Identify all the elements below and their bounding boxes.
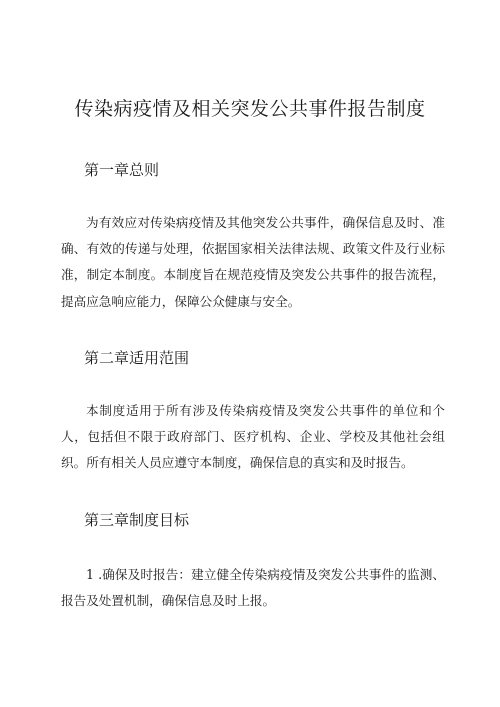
chapter-2-paragraph: 本制度适用于所有涉及传染病疫情及突发公共事件的单位和个人，包括但不限于政府部门、医疗机构、企业、学校及其他社会组织。所有相关人员应遵守本制度，确保信息的真实和及时报告。 [61,403,445,471]
document-title: 传染病疫情及相关突发公共事件报告制度 [74,98,426,120]
chapter-1-paragraph: 为有效应对传染病疫情及其他突发公共事件，确保信息及时、准确、有效的传递与处理，依据国家相关法律法规、政策文件及行业标准，制定本制度。本制度旨在规范疫情及突发公共事件的报告流程，提高应急响应能力，保障公众健康与安全。 [61,215,445,309]
chapter-2-heading: 第二章适用范围 [84,349,190,367]
chapter-3-heading: 第三章制度目标 [84,511,190,529]
chapter-1-heading: 第一章总则 [84,161,160,179]
chapter-3-paragraph: 1 .确保及时报告：建立健全传染病疫情及突发公共事件的监测、报告及处置机制，确保信息及时上报。 [61,567,445,609]
